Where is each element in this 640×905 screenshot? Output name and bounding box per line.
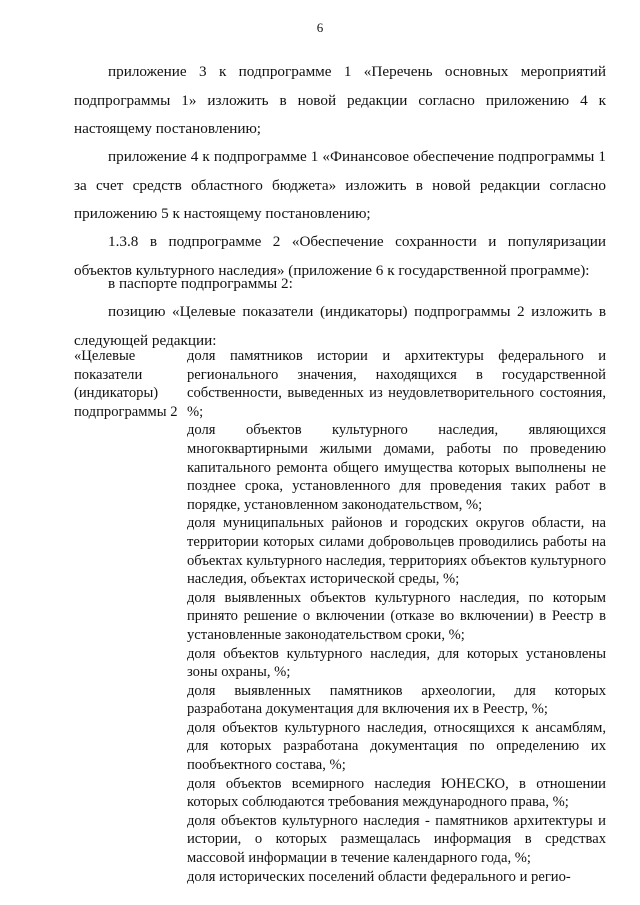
paragraph-appendix-4 bbox=[74, 143, 606, 229]
paragraph-text: приложение 3 к подпрограмме 1 «Перечень основных мероприятий подпрограммы 1» изложить в новой редакции согласно приложению 4 к настоящему постановлению; bbox=[74, 63, 606, 137]
paragraph-passport bbox=[74, 270, 606, 299]
page-number: 6 bbox=[316, 20, 324, 35]
list-item: доля выявленных памятников археологии, для которых разработана документация для включения их в Реестр, %; bbox=[187, 682, 606, 718]
list-item: доля памятников истории и архитектуры федерального и регионального значения, находящихся в государственной собственности, выведенных из неудовлетворительного состояния, %; bbox=[187, 348, 606, 420]
paragraph-text: 1.3.8 в подпрограмме 2 «Обеспечение сохранности и популяризации объектов культурного наследия» (приложение 6 к государственной программе): bbox=[74, 233, 606, 279]
list-item: доля выявленных объектов культурного наследия, по которым принято решение о включении (отказе во включении) в Реестр в установленные законодательством сроки, %; bbox=[187, 589, 606, 643]
list-item: доля объектов культурного наследия - памятников архитектуры и истории, о которых размещалась информация в средствах массовой информации в течение календарного года, %; bbox=[187, 812, 606, 867]
list-item: доля объектов всемирного наследия ЮНЕСКО, в отношении которых соблюдаются требования международного права, %; bbox=[187, 775, 606, 811]
paragraph-text: в паспорте подпрограммы 2: bbox=[108, 275, 293, 292]
indicators-list bbox=[187, 347, 606, 886]
paragraph-text: позицию «Целевые показатели (индикаторы) подпрограммы 2 изложить в следующей редакции: bbox=[74, 303, 606, 349]
list-item: доля объектов культурного наследия, для которых установлены зоны охраны, %; bbox=[187, 645, 606, 681]
paragraph-appendix-3 bbox=[74, 58, 606, 144]
paragraph-text: приложение 4 к подпрограмме 1 «Финансовое обеспечение подпрограммы 1 за счет средств областного бюджета» изложить в новой редакции согласно приложению 5 к настоящему постановлению; bbox=[74, 148, 606, 222]
table-label: «Целевые показатели (индикаторы) подпрограммы 2 bbox=[74, 348, 178, 420]
list-item: доля объектов культурного наследия, являющихся многоквартирными жилыми домами, работы по проведению капитального ремонта общего имущества которых выполнены не позднее срока, установленного для проведения таких работ в порядке, установленном законодательством, %; bbox=[187, 422, 606, 513]
list-item: доля исторических поселений области федерального и регио- bbox=[187, 868, 571, 885]
list-item: доля объектов культурного наследия, относящихся к ансамблям, для которых разработана документация по определению их пообъектного состава, %; bbox=[187, 719, 606, 774]
list-item: доля муниципальных районов и городских округов области, на территории которых силами добровольцев проводились работы на объектах культурного наследия, территориях объектов культурного наследия, объектах исторической среды, %; bbox=[187, 515, 606, 588]
